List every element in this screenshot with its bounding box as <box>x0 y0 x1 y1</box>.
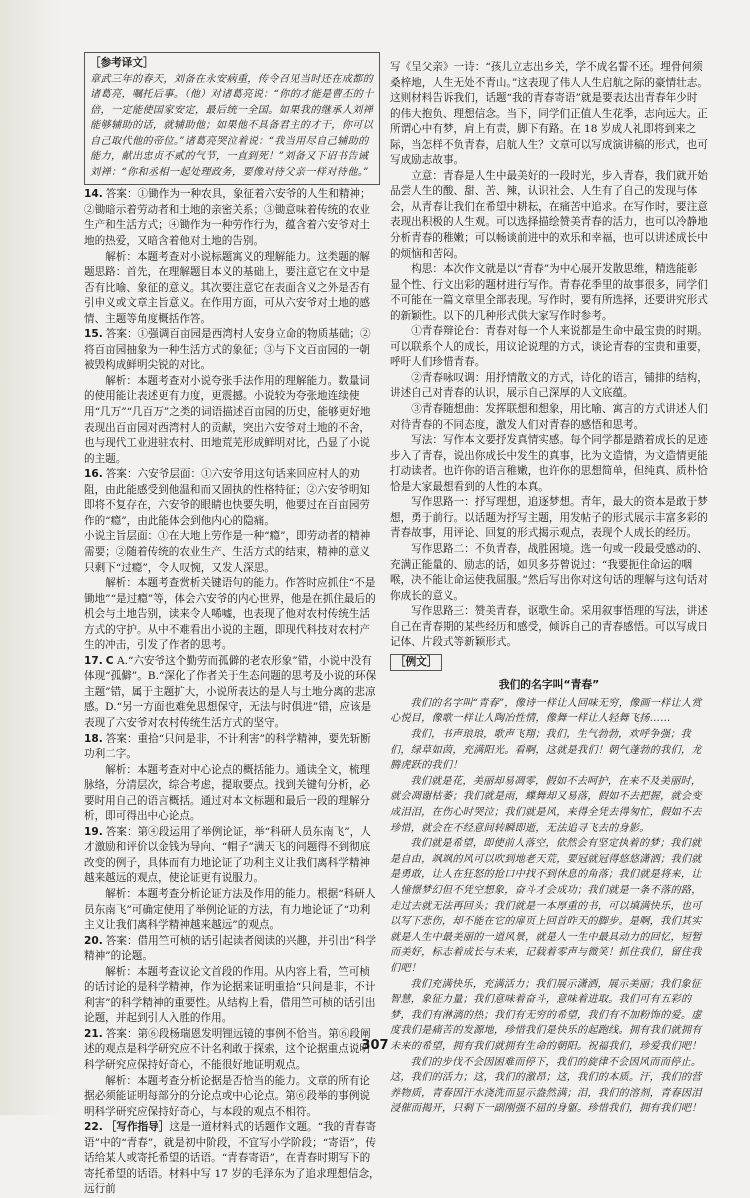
example-essay-label: ［例文］ <box>390 654 442 672</box>
essay-para: 我们的名字叫“青春”，像诗一样让人回味无穷，像画一样让人赏心悦目，像歌一样让人陶冶性情，像舞一样让人轻舞飞扬…… <box>390 697 702 725</box>
analysis-21: 解析：本题考查分析论据是否恰当的能力。文章的所有论据必须能证明每部分的分论点或中心论点。第⑥段举的事例说明科学研究应保持好奇心，与本段的观点不相符。 <box>84 1074 371 1118</box>
example-essay-title: 我们的名字叫“青春” <box>498 678 600 692</box>
writing-guide-para-3: 构思：本次作文就是以“青春”为中心展开发散思维，精选能彰显个性、行文出彩的题材进行写作。青春花季里的故事很多，同学们不可能在一篇文章里全部表现。写作时，要有所选择，还要讲究形式的新颖性。以下的几种形式供大家写作时参考。 <box>390 263 708 322</box>
choice-17: C <box>105 654 114 667</box>
writing-guide-para-5: ②青春咏叹调：用抒情散文的方式，诗化的语言，铺排的结构，讲述自己对青春的认识，展示自己深厚的人文底蕴。 <box>390 371 708 400</box>
writing-guide-para-6: ③青春随想曲：发挥联想和想象，用比喻、寓言的方式讲述人们对待青春的不同态度，激发人们对青春的感悟和思考。 <box>390 403 708 431</box>
answer-item-14: 14. 答案：①锄作为一种农具，象征着六安爷的人生和精神；②锄暗示着劳动者和土地的亲密关系；③锄意味着传统的农业生产和生活方式；④锄作为一种劳作行为，蕴含着六安爷对土地的热爱，又暗含着他对土地的告别。 解析：本题考查对小说标题寓义的理解能力。这类题的解题思路：首先，在理解题目本义的基础上，要注意它在文中是否有比喻、象征的意义。其次要注意它在表面含义之外是否有引申义或文章主旨意义。在作用方面，可从六安爷对土地的感情、主题等角度概括作答。 <box>84 187 380 327</box>
analysis-18: 解析：本题考查对中心论点的概括能力。通读全文，梳理脉络，分清层次，综合考虑，提取要点。找到关键句分析，必要时用自己的语言概括。通过对本文标题和最后一段的理解分析，即可得出中心论点。 <box>84 763 371 823</box>
answer-item-15: 15. 答案：①强调百亩园是西湾村人安身立命的物质基础；②将百亩园抽象为一种生活方式的象征；③与下文百亩园的一朝被毁构成鲜明尖锐的对比。 解析：本题考查对小说夸张手法作用的理解能力。数量词的使用能让表述更有力度，更震撼。小说较为夸张地连续使用“几万”“几百万”之类的词语描述百亩园的历史，能够更好地表现出百亩园对西湾村人的贡献，突出六安爷对土地的不舍，也与现代工业进驻农村、田地荒芜形成鲜明对比，凸显了小说的主题。 <box>84 327 380 467</box>
right-column <box>390 60 708 1117</box>
answer-item-20: 20. 答案：借用竺可桢的话引起读者阅读的兴趣，并引出“科学精神”的论题。 解析：本题考查议论文首段的作用。从内容上看，竺可桢的话讨论的是科学精神，作为论据来证明重拾“只问是非，不计利害”的科学精神的重要性。从结构上看，借用竺可桢的话引出论题，并起到引人入胜的作用。 <box>84 934 380 1027</box>
reference-translation-box <box>84 52 380 185</box>
reference-translation-text: 章武三年的春天，刘备在永安病重，传令召见当时还在成都的诸葛亮，嘱托后事。（他）对诸葛亮说：“你的才能是曹丕的十倍，一定能使国家安定，最后统一全国。如果我的继承人刘禅能够辅助的话，就辅助他；如果他不具备君主的才干，你可以自己取代他的帝位。”诸葛亮哭泣着说：“我当用尽自己辅助的能力，献出忠贞不贰的气节，一直到死！”刘备又下诏书告诫刘禅：“你和丞相一起处理政务，要像对待父亲一样对待他。” <box>90 73 374 178</box>
analysis-16: 解析：本题考查赏析关键语句的能力。作答时应抓住“不是锄地”“是过瘾”等，体会六安爷的内心世界，他是在抓住最后的机会与土地告别，读来令人唏嘘，也表现了他对农村传统生活方式的守护。从中不难看出小说的主题，即现代科技对农村产生的冲击，引发了作者的思考。 <box>84 577 376 652</box>
example-essay-body <box>390 696 708 1117</box>
essay-para: 我们就是希望，即使前人落空，依然会有坚定执着的梦；我们就是自由，飒飒的风可以吹到地老天荒，要冠就冠得悠悠潇洒；我们就是勇敢，让人在狂怒的抢口中找不到休息的角落；我们就是将来，让人憧憬梦幻但不凭空想象，奋斗才会成功；我们就是一条不落的路，走过去就无法再回头；我们就是一本厚重的书，可以填满快乐，也可以写下悲伤，却不能在它的扉页上回首昨天的脚步。是啊，我们其实就是人生中最美丽的一道风景，就是人一生中最具动力的回忆，短暂而美好，标志着成长与未来，记载着零声与微笑！抓住我们，留住我们吧！ <box>390 838 702 974</box>
answer-item-16: 16. 答案：六安爷层面：①六安爷用这句话来回应村人的劝阻，由此能感受到他温和而又固执的性格特征；②六安爷明知即将不复存在，六安爷的眼睛也快要失明，他要过在百亩园劳作的“瘾”，由此能体会到他内心的隐痛。 小说主旨层面：①在大地上劳作是一种“瘾”，即劳动者的精神需要；②随着传统的农业生产、生活方式的结束，精神的意义只剩下“过瘾”，令人叹惋，又发人深思。 解析：本题考查赏析关键语句的能力。作答时应抓住“不是锄地”“是过瘾”等，体会六安爷的内心世界，他是在抓住最后的机会与土地告别，读来令人唏嘘，也表现了他对农村传统生活方式的守护。从中不难看出小说的主题，即现代科技对农村产生的冲击，引发了作者的思考。 <box>84 467 380 654</box>
writing-guide-para-10: 写作思路三：赞美青春，讴歌生命。采用叙事悟理的写法，讲述自己在青春期的某些经历和感受，倾诉自己的青春感悟。可以写成日记体、片段式等新颖形式。 <box>390 605 708 649</box>
writing-guide-para-9: 写作思路二：不负青春，战胜困境。选一句或一段最受感动的、充满正能量的、励志的话，如贝多芬曾说过：“我要扼住命运的咽喉，决不能让命运使我屈服。”然后写出你对这句话的理解与这句话对你成长的意义。 <box>390 542 708 602</box>
analysis-15: 解析：本题考查对小说夸张手法作用的理解能力。数量词的使用能让表述更有力度，更震撼。小说较为夸张地连续使用“几万”“几百万”之类的词语描述百亩园的历史，能够更好地表现出百亩园对西湾村人的贡献，突出六安爷对土地的不舍，也与现代工业进驻农村、田地荒芜形成鲜明对比，凸显了小说的主题。 <box>84 374 371 465</box>
essay-para: 我们，书声琅琅，歌声飞翔；我们，生气勃勃，欢呼争强；我们，绿草如茵，充满阳光。看啊，这就是我们！朝气蓬勃的我们，龙腾虎跃的我们！ <box>390 729 702 772</box>
analysis-19: 解析：本题考查分析论证方法及作用的能力。根据“科研人员东南飞”可确定使用了举例论证的方法，有力地论证了“功利主义让我们离科学精神越来越远”的观点。 <box>84 887 376 932</box>
essay-para: 我们充满快乐，充满活力；我们展示潇洒，展示美丽；我们象征智慧，象征力量；我们意味着奋斗，意味着进取。我们可有五彩的梦，我们有淋漓的热；我们有无穷的希望，我们有不加粉饰的爱。虚度我们是痛苦的发源地，珍惜我们是快乐的起跑线。拥有我们就拥有未来的希望，拥有我们就拥有生命的朝阳。祝福我们，珍爱我们吧！ <box>390 978 702 1052</box>
scan-edge <box>0 0 60 1115</box>
page-number: 307 <box>361 1038 389 1053</box>
answer-item-22: 22. ［写作指导］这是一道材料式的话题作文题。“我的青春寄语”中的“青春”，就是初中阶段，不宜写小学阶段；“寄语”，传话给某人或寄托希望的话语。“青春寄语”，在青春时期写下的寄托希望的话语。材料中写 17 岁的毛泽东为了追求理想信念，远行前 <box>84 1121 380 1196</box>
writing-guide-para-8: 写作思路一：抒写理想，追逐梦想。青年，最大的资本是敢于梦想，勇于前行。以话题为抒写主题，用发帖子的形式展示丰富多彩的青春故事，用评论、回复的形式揭示观点，表现个人成长的经历。 <box>390 496 708 540</box>
essay-para: 我们就是花，美丽却易凋零，假如不去呵护，在来不及美丽时，就会凋谢枯萎；我们就是雨，蝶舞却又易落，假如不去把握，就会变成泪泪，在伤心时哭泣；我们就是风，来得全凭去得匆忙，假如不去珍惜，就会在不经意间转瞬即逝，无法追寻飞去的身影。 <box>390 775 702 834</box>
writing-guide-label: ［写作指导］ <box>105 1121 170 1134</box>
answer-item-18: 18. 答案：重拾“只问是非，不计利害”的科学精神，要先斩断功利二字。 解析：本题考查对中心论点的概括能力。通读全文，梳理脉络，分清层次，综合考虑，提取要点。找到关键句分析，必要时用自己的语言概括。通过对本文标题和最后一段的理解分析，即可得出中心论点。 <box>84 732 380 825</box>
analysis-20: 解析：本题考查议论文首段的作用。从内容上看，竺可桢的话讨论的是科学精神，作为论据来证明重拾“只问是非，不计利害”的科学精神的重要性。从结构上看，借用竺可桢的话引出论题，并起到引人入胜的作用。 <box>84 965 376 1025</box>
answer-16-part2: 小说主旨层面：①在大地上劳作是一种“瘾”，即劳动者的精神需要；②随着传统的农业生产、生活方式的结束，精神的意义只剩下“过瘾”，令人叹惋，又发人深思。 <box>84 530 371 574</box>
answer-item-19: 19. 答案：第④段运用了举例论证，举“科研人员东南飞”，人才激励和评价以金钱为导向、“帽子”满天飞的问题得不到彻底改变的例子，具体而有力地论证了功利主义让我们离科学精神越来越远的观点，使论证更有说服力。 解析：本题考查分析论证方法及作用的能力。根据“科研人员东南飞”可确定使用了举例论证的方法，有力地论证了“功利主义让我们离科学精神越来越远”的观点。 <box>84 825 380 934</box>
reference-translation-title: ［参考译文］ <box>90 57 154 69</box>
left-column <box>84 52 380 1198</box>
answer-item-17: 17. C A.“六安爷这个勤劳而孤僻的老农形象”错，小说中没有体现“孤僻”。B.“深化了作者关于生态问题的思考及小说的环保主题”错，属于主题扩大，小说所表达的是人与土地分离的悲凉感。D.“另一方面也难免思想保守，无法与时俱进”错，应该是表现了六安爷对农村传统生活方式的坚守。 <box>84 654 377 729</box>
writing-guide-para-7: 写法：写作本文要抒发真情实感。每个同学都是踏着成长的足迹步入了青春，说出你成长中发生的真事，比为文造情，为文造情更能打动读者。也许你的语言稚嫩，也许你的思想简单，但纯真、质朴恰恰是大家最想看到的人性的本真。 <box>390 434 708 493</box>
writing-guide-para-1: 写《呈父亲》一诗：“孩儿立志出乡关，学不成名誓不还。埋骨何须桑梓地，人生无处不青山。”这表现了伟人人生启航之际的豪情壮志。这则材料告诉我们，话题“我的青春寄语”就是要表达出青春年少时的伟大抱负、理想信念。当下，同学们正值人生花季，志向远大。正所谓心中有梦，肩上有责，脚下有路。在 18 岁成人礼即将到来之际，当怎样不负青春，启航人生？文章可以写成演讲稿的形式，也可写成励志故事。 <box>390 61 708 167</box>
answer-item-21: 21. 答案：第⑥段杨瑞恩发明锂远镜的事例不恰当。第⑥段阐述的观点是科学研究应不计名利敢于探索，这个论据重点说明科学研究应保持好奇心，不能很好地证明观点。 解析：本题考查分析论据是否恰当的能力。文章的所有论据必须能证明每部分的分论点或中心论点。第⑥段举的事例说明科学研究应保持好奇心，与本段的观点不相符。 <box>84 1027 380 1120</box>
writing-guide-para-4: ①青春辩论台：青春对每一个人来说都是生命中最宝贵的时期。可以联系个人的成长，用议论说理的方式，谈论青春的宝贵和重要，呼吁人们珍惜青春。 <box>390 325 708 369</box>
writing-guide-para-2: 立意：青春是人生中最美好的一段时光，步入青春，我们就开始品尝人生的酸、甜、苦、辣，认识社会、人生有了自己的发现与体会，从青春让我们在希望中耕耘，在痛苦中追求。在写作时，要注意表现出积极的人生观。可以选择描绘赞美青春的活力，也可以冷静地分析青春的稚嫩；可以畅谈前进中的欢乐和幸福，也可以讲述成长中的烦恼和苦闷。 <box>390 169 708 260</box>
analysis-14: 解析：本题考查对小说标题寓义的理解能力。这类题的解题思路：首先，在理解题目本义的基础上，要注意它在文中是否有比喻、象征的意义。其次要注意它在表面含义之外是否有引申义或文章主旨意义。在作用方面，可从六安爷对土地的感情、主题等角度概括作答。 <box>84 250 371 325</box>
essay-para: 我们的步伐不会因困难而停下，我们的旋律不会因风而而停止。这，我们的活力；这，我们的激昂；这，我们的本质。汗，我们的营养物质，青春因汗水浇洗而显示盎然满；泪，我们的溶剂，青春因泪浸催而揭开，只剩下一副刚强不屈的身躯。珍惜我们，拥有我们吧！ <box>390 1056 702 1115</box>
